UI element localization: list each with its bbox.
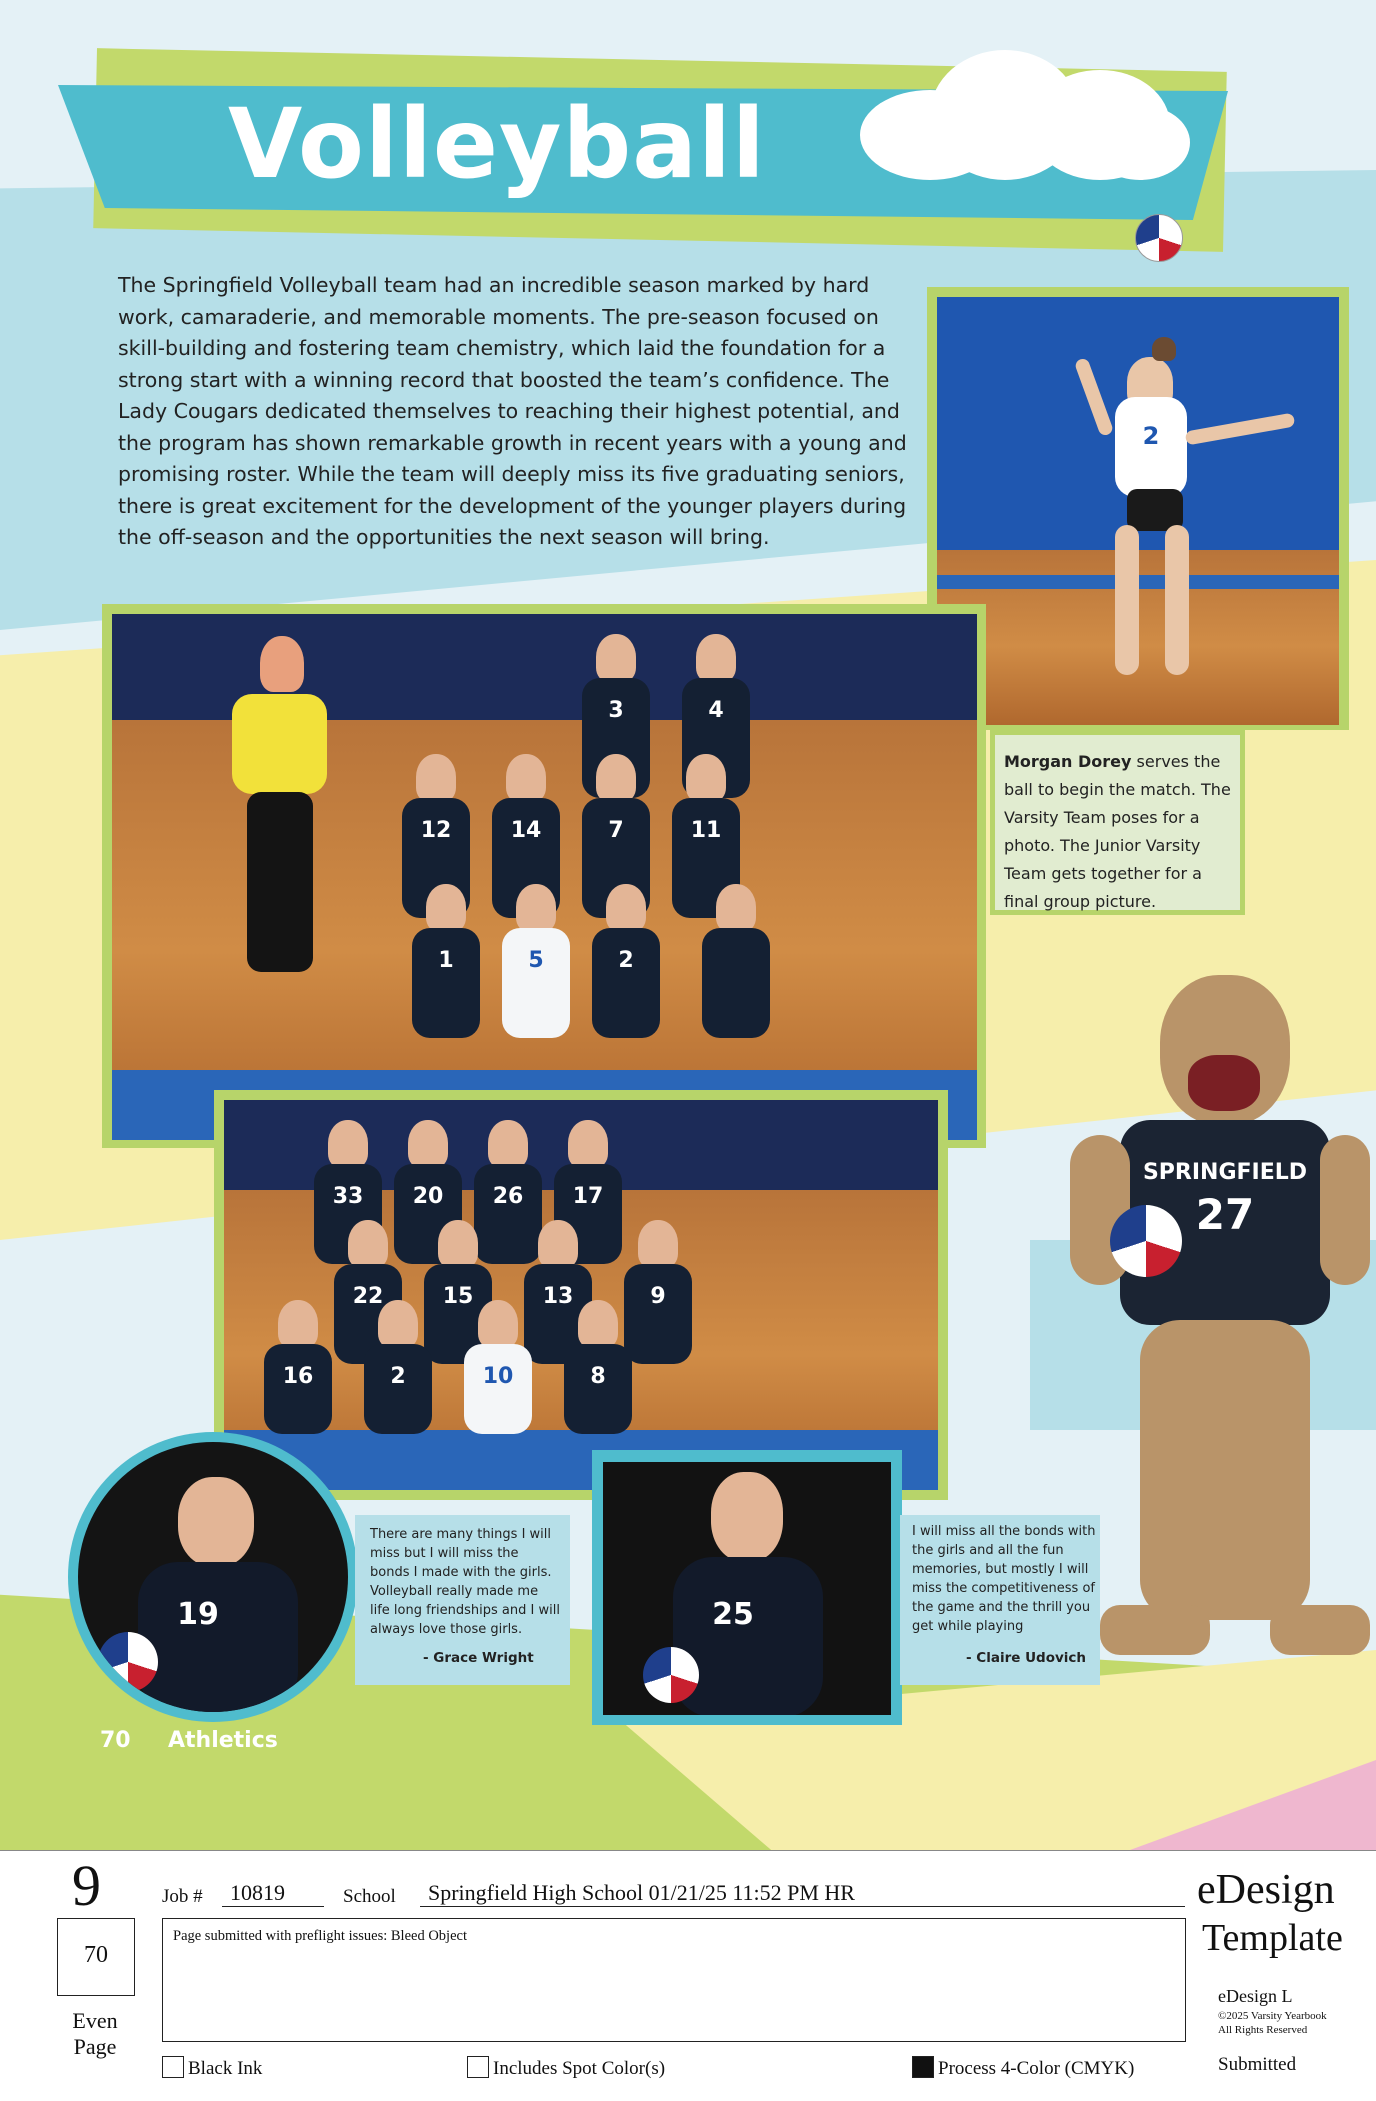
senior-right-jersey-number: 25 (712, 1597, 754, 1632)
player-jersey (702, 928, 770, 1038)
mascot-jersey-word: SPRINGFIELD (1142, 1160, 1308, 1185)
player-jersey (474, 1164, 542, 1264)
photo-varsity-team (112, 614, 977, 1140)
player-jersey-number: 5 (528, 948, 544, 973)
job-underline (222, 1906, 324, 1907)
coach-figure (232, 694, 327, 794)
player-head (438, 1220, 478, 1268)
photo-player-serving (937, 297, 1339, 725)
player-jersey (624, 1264, 692, 1364)
slug-top-rule (0, 1850, 1376, 1851)
process-color-label: Process 4-Color (CMYK) (938, 2058, 1135, 2079)
player-jersey-number: 14 (510, 818, 542, 843)
player-head (378, 1300, 418, 1348)
player-head (516, 884, 556, 932)
player-jersey (264, 1344, 332, 1434)
quote-right-author: - Claire Udovich (966, 1650, 1087, 1666)
coach-head (260, 636, 304, 692)
school-label: School (343, 1886, 396, 1907)
player-jersey-number: 11 (690, 818, 722, 843)
school-value: Springfield High School 01/21/25 11:52 PM HR (428, 1880, 855, 1905)
spot-color-checkbox[interactable] (467, 2056, 489, 2078)
page-number-small: 70 (84, 1942, 108, 1968)
player-jersey-number: 17 (572, 1184, 604, 1209)
folio-page-number: 70 (100, 1728, 131, 1753)
player-jersey (592, 928, 660, 1038)
player-jersey-number: 3 (608, 698, 624, 723)
preflight-note: Page submitted with preflight issues: Bleed Object (173, 1928, 467, 1944)
player-head (426, 884, 466, 932)
player-jersey-number: 4 (708, 698, 724, 723)
player-jersey-number: 15 (442, 1284, 474, 1309)
player-jersey-number: 2 (390, 1364, 406, 1389)
player-jersey-number: 16 (282, 1364, 314, 1389)
photo-senior-claire (603, 1462, 891, 1715)
cougar-mascot (1070, 975, 1370, 1675)
player-jersey-number: 33 (332, 1184, 364, 1209)
player-head (578, 1300, 618, 1348)
brand-edesign: eDesign (1197, 1867, 1335, 1913)
player-jersey-number: 9 (650, 1284, 666, 1309)
black-ink-checkbox[interactable] (162, 2056, 184, 2078)
coach-legs (247, 792, 313, 972)
photo-caption (1004, 748, 1234, 916)
rights-line: All Rights Reserved (1218, 2024, 1308, 2036)
caption-subject-name: Morgan Dorey (1004, 752, 1132, 771)
player-head (596, 754, 636, 802)
quote-left-author: - Grace Wright (423, 1650, 534, 1666)
player-jersey-number: 8 (590, 1364, 606, 1389)
player-head (478, 1300, 518, 1348)
slug-area (0, 1850, 1376, 2101)
quote-left-text: There are many things I will miss but I will miss the bonds I made with the girls. Volleyball really made me life long friendships and I will always love those girls. (370, 1527, 560, 1637)
player-head (416, 754, 456, 802)
player-head (538, 1220, 578, 1268)
player-jersey-number: 12 (420, 818, 452, 843)
player-jersey-number: 22 (352, 1284, 384, 1309)
senior-left-jersey-number: 19 (177, 1597, 219, 1632)
volleyball-icon (1135, 214, 1183, 262)
page-side-label: Even Page (72, 2008, 118, 2059)
job-number: 10819 (230, 1880, 285, 1905)
page-number-large: 9 (72, 1853, 101, 1918)
edesign-level: eDesign L (1218, 1986, 1293, 2006)
player-head (716, 884, 756, 932)
intro-paragraph: The Springfield Volleyball team had an incredible season marked by hard work, camaraderie, and memorable moments. The pre-season focused on skill-building and fostering team chemistry, which laid the foundation for a strong start with a winning record that boosted the team’s confidence. The Lady Cougars dedicated themselves to reaching their highest potential, and the program has shown remarkable growth in recent years with a young and promising roster. While the team will deeply miss its five graduating seniors, there is great excitement for the development of the younger players during the off-season and the opportunities the next season will bring. (118, 273, 907, 549)
caption-body: serves the ball to begin the match. The Varsity Team poses for a photo. The Junior Varsity Team gets together for a final group picture. (1004, 752, 1231, 911)
process-color-checkbox[interactable] (912, 2056, 934, 2078)
brand-template: Template (1202, 1917, 1343, 1959)
player-jersey-number: 7 (608, 818, 624, 843)
cloud-illustration (860, 50, 1190, 180)
player-head (328, 1120, 368, 1168)
player-head (638, 1220, 678, 1268)
player-head (686, 754, 726, 802)
player-jersey (412, 928, 480, 1038)
player-head (596, 634, 636, 682)
mascot-jersey-number: 27 (1195, 1190, 1255, 1239)
player-jersey (364, 1344, 432, 1434)
player-jersey (464, 1344, 532, 1434)
player-head (568, 1120, 608, 1168)
submitted-label: Submitted (1218, 2054, 1297, 2075)
player-head (278, 1300, 318, 1348)
player-jersey-number: 26 (492, 1184, 524, 1209)
folio-section: Athletics (168, 1728, 278, 1753)
player-head (348, 1220, 388, 1268)
player-jersey (502, 928, 570, 1038)
job-label: Job # (162, 1886, 203, 1907)
player-head (696, 634, 736, 682)
copyright-line: ©2025 Varsity Yearbook (1218, 2010, 1327, 2022)
player-jersey-number: 1 (438, 948, 454, 973)
player-jersey-number: 10 (482, 1364, 514, 1389)
photo-jv-team (224, 1100, 938, 1490)
player-head (488, 1120, 528, 1168)
player-jersey (564, 1344, 632, 1434)
player-jersey-number: 20 (412, 1184, 444, 1209)
quote-right-text: I will miss all the bonds with the girls and all the fun memories, but mostly I will miss the competitiveness of the game and the thrill you get while playing (912, 1524, 1096, 1634)
school-underline (420, 1906, 1185, 1907)
photo-senior-grace (78, 1442, 348, 1712)
player-head (606, 884, 646, 932)
page-title: Volleyball (228, 88, 766, 200)
player-head (506, 754, 546, 802)
player-jersey-number: 2 (618, 948, 634, 973)
spot-color-label: Includes Spot Color(s) (493, 2058, 666, 2079)
player-jersey-number: 13 (542, 1284, 574, 1309)
server-jersey-number: 2 (1142, 422, 1160, 450)
black-ink-label: Black Ink (188, 2058, 263, 2079)
player-head (408, 1120, 448, 1168)
